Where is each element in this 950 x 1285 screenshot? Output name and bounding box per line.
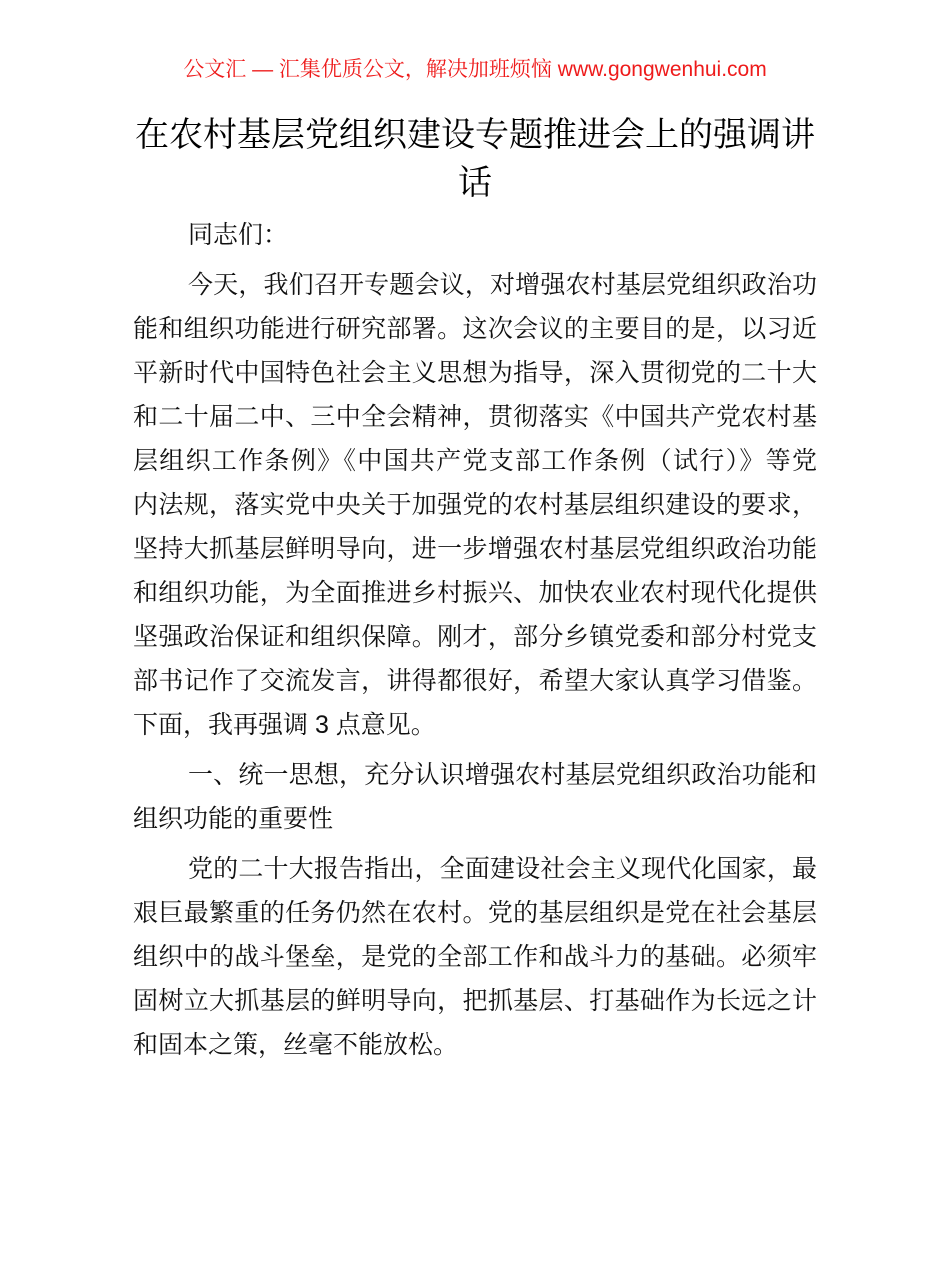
text-line: 一、统一思想，充分认识增强农村基层党组织政治功能和 [188, 761, 817, 789]
text-line: 平新时代中国特色社会主义思想为指导，深入贯彻党的二十大 [133, 359, 817, 387]
text-line: 部书记作了交流发言，讲得都很好，希望大家认真学习借鉴。 [133, 667, 817, 695]
text-line: 组织中的战斗堡垒，是党的全部工作和战斗力的基础。必须牢 [133, 943, 817, 971]
text-line: 层组织工作条例》《中国共产党支部工作条例（试行）》等党 [133, 447, 817, 475]
text-line: 艰巨最繁重的任务仍然在农村。党的基层组织是党在社会基层 [133, 899, 817, 927]
text-line: 同志们： [188, 221, 289, 249]
text-line: 能和组织功能进行研究部署。这次会议的主要目的是，以习近 [133, 315, 817, 343]
text-line: 内法规，落实党中央关于加强党的农村基层组织建设的要求， [133, 491, 817, 519]
text-line: 下面，我再强调 3 点意见。 [133, 711, 436, 739]
text-line: 和二十届二中、三中全会精神，贯彻落实《中国共产党农村基 [133, 403, 817, 431]
text-line: 和固本之策，丝毫不能放松。 [133, 1031, 459, 1059]
promo-text: 公文汇 — 汇集优质公文，解决加班烦恼 [183, 58, 552, 81]
promo-url: www.gongwenhui.com [557, 58, 767, 81]
body-paragraph [133, 847, 817, 1067]
text-line: 党的二十大报告指出，全面建设社会主义现代化国家，最 [188, 855, 817, 883]
text-line: 固树立大抓基层的鲜明导向，把抓基层、打基础作为长远之计 [133, 987, 817, 1015]
text-line: 坚持大抓基层鲜明导向，进一步增强农村基层党组织政治功能 [133, 535, 817, 563]
text-line: 组织功能的重要性 [133, 805, 334, 833]
section-heading [133, 753, 817, 841]
body-paragraph [133, 263, 817, 747]
document-body [133, 213, 817, 1067]
salutation [133, 213, 817, 257]
text-line: 坚强政治保证和组织保障。刚才，部分乡镇党委和部分村党支 [133, 623, 817, 651]
promo-banner [133, 55, 817, 85]
text-line: 今天，我们召开专题会议，对增强农村基层党组织政治功 [188, 271, 817, 299]
text-line: 和组织功能，为全面推进乡村振兴、加快农业农村现代化提供 [133, 579, 817, 607]
document-page [0, 55, 950, 1285]
document-title: 在农村基层党组织建设专题推进会上的强调讲话 [135, 116, 815, 202]
